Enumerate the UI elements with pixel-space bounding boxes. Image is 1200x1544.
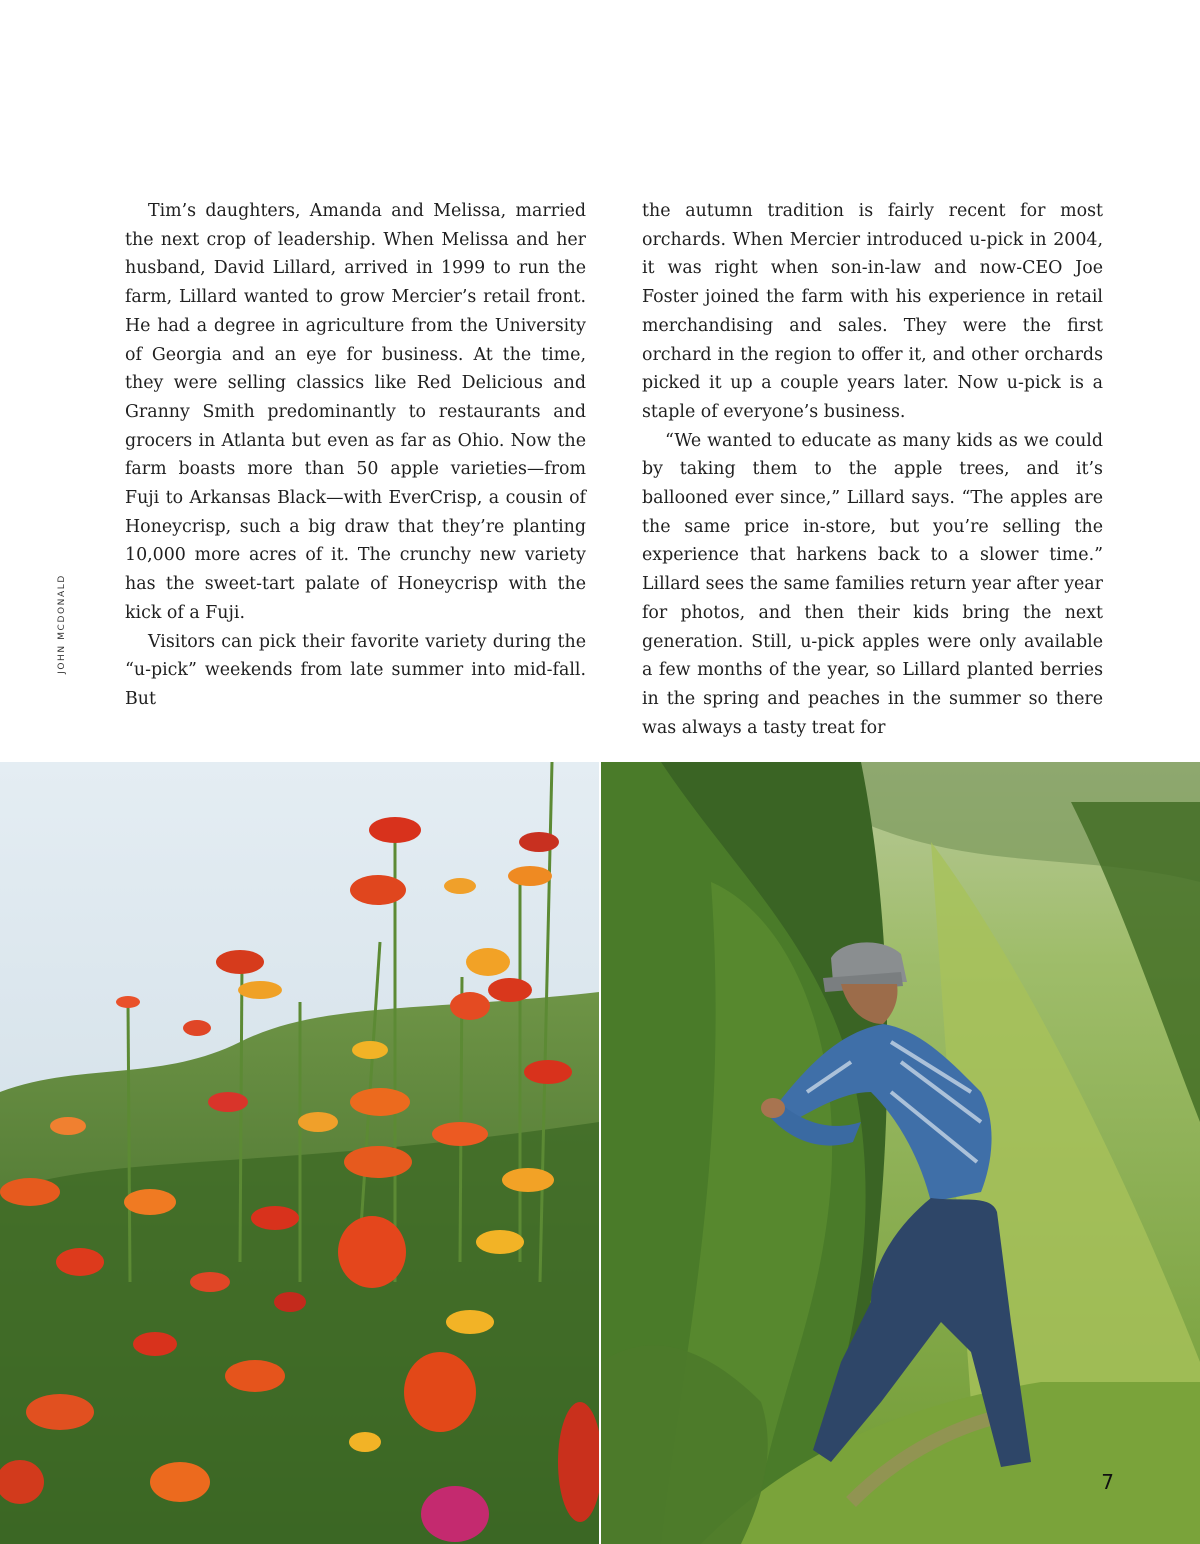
article-column-left [125,197,586,714]
paragraph: Visitors can pick their favorite variety during the “u-pick” weekends from late summer into mid-fall. But [125,631,586,709]
photo-credit: JOHN MCDONALD [57,574,67,674]
article-column-right [642,197,1103,742]
paragraph: Tim’s daughters, Amanda and Melissa, married the next crop of leadership. When Melissa and her husband, David Lillard, arrived in 1999 to run the farm, Lillard wanted to grow Mercier’s retail front. He had a degree in agriculture from the University of Georgia and an eye for business. At the time, they were selling classics like Red Delicious and Granny Smith predominantly to restaurants and grocers in Atlanta but even as far as Ohio. Now the farm boasts more than 50 apple varieties—from Fuji to Arkansas Black—with EverCrisp, a cousin of Honeycrisp, such a big draw that they’re planting 10,000 more acres of it. The crunchy new variety has the sweet-tart palate of Honeycrisp with the kick of a Fuji. [125,201,586,623]
orchard-worker-photo [601,762,1200,1544]
page-number: 7 [1101,1470,1114,1494]
zinnia-field-photo [0,762,599,1544]
paragraph: “We wanted to educate as many kids as we could by taking them to the apple trees, and it’s ballooned ever since,” Lillard says. “The apples are the same price in-store, but you’re selling the experience that harkens back to a slower time.” Lillard sees the same families return year after year for photos, and then their kids bring the next generation. Still, u-pick apples were only available a few months of the year, so Lillard planted berries in the spring and peaches in the summer so there was always a tasty treat for [642,430,1103,738]
paragraph: the autumn tradition is fairly recent for most orchards. When Mercier introduced u-pick in 2004, it was right when son-in-law and now-CEO Joe Foster joined the farm with his experience in retail merchandising and sales. They were the first orchard in the region to offer it, and other orchards picked it up a couple years later. Now u-pick is a staple of everyone’s business. [642,201,1103,422]
